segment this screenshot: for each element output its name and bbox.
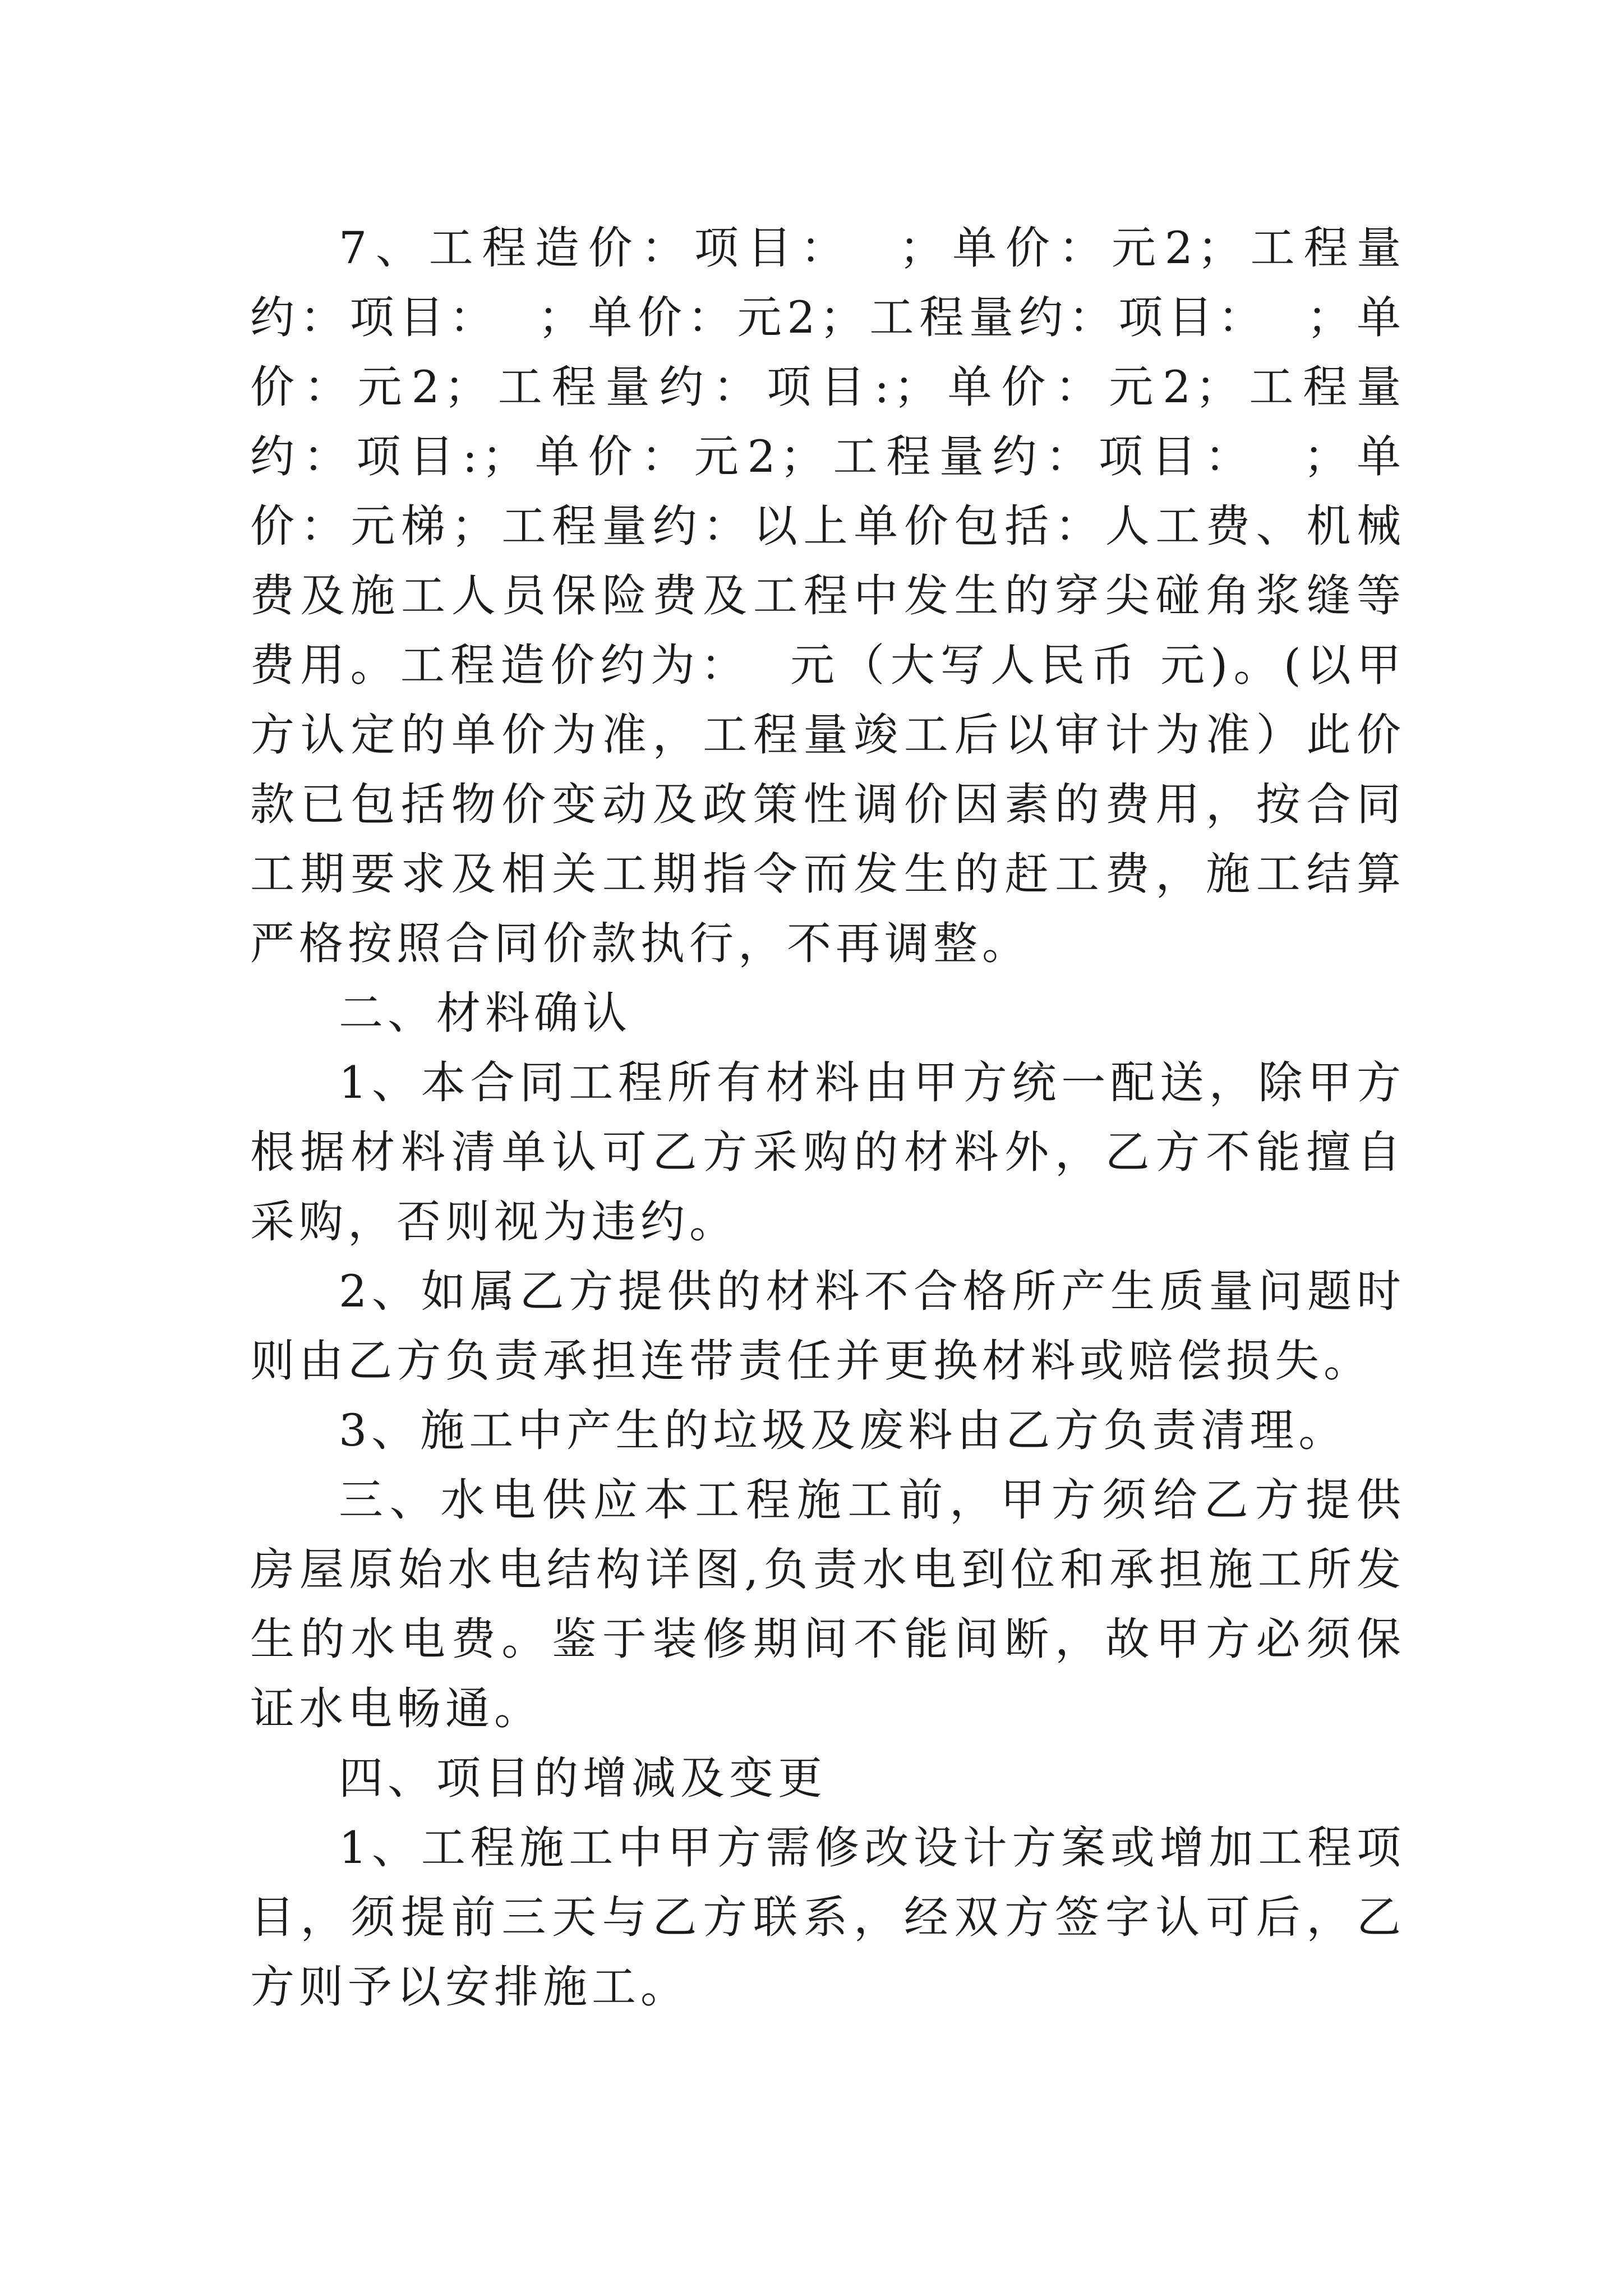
paragraph-material-3: 3、施工中产生的垃圾及废料由乙方负责清理。 bbox=[339, 1405, 1348, 1456]
paragraph-changes-1: 1、工程施工中甲方需修改设计方案或增加工程项目，须提前三天与乙方联系，经双方签字认可后，乙方则予以安排施工。 bbox=[250, 1822, 1405, 2013]
paragraph-material-1: 1、本合同工程所有材料由甲方统一配送，除甲方根据材料清单认可乙方采购的材料外，乙方不能擅自采购，否则视为违约。 bbox=[250, 1057, 1405, 1248]
paragraph-water-electricity: 三、水电供应本工程施工前，甲方须给乙方提供房屋原始水电结构详图,负责水电到位和承担施工所发生的水电费。鉴于装修期间不能间断，故甲方必须保证水电畅通。 bbox=[250, 1474, 1405, 1734]
heading-project-changes: 四、项目的增减及变更 bbox=[339, 1752, 827, 1804]
heading-material-confirmation: 二、材料确认 bbox=[339, 987, 631, 1039]
paragraph-project-cost: 7、工程造价：项目： ；单价：元2；工程量约：项目： ；单价：元2；工程量约：项目： ；单价：元2；工程量约：项目:；单价：元2；工程量约：项目:；单价：元2；工程量约：项目： ；单价：元梯；工程量约：以上单价包括：人工费、机械费及施工人员保险费及工程中发生的穿尖碰角浆缝等费用。工程造价约为： 元（大写人民币 元)。(以甲方认定的单价为准，工程量竣工后以审计为准）此价款已包括物价变动及政策性调价因素的费用，按合同工期要求及相关工期指令而发生的赶工费，施工结算严格按照合同价款执行，不再调整。 bbox=[250, 222, 1405, 969]
document-body bbox=[250, 213, 1405, 2022]
paragraph-material-2: 2、如属乙方提供的材料不合格所产生质量问题时则由乙方负责承担连带责任并更换材料或赔偿损失。 bbox=[250, 1266, 1405, 1387]
